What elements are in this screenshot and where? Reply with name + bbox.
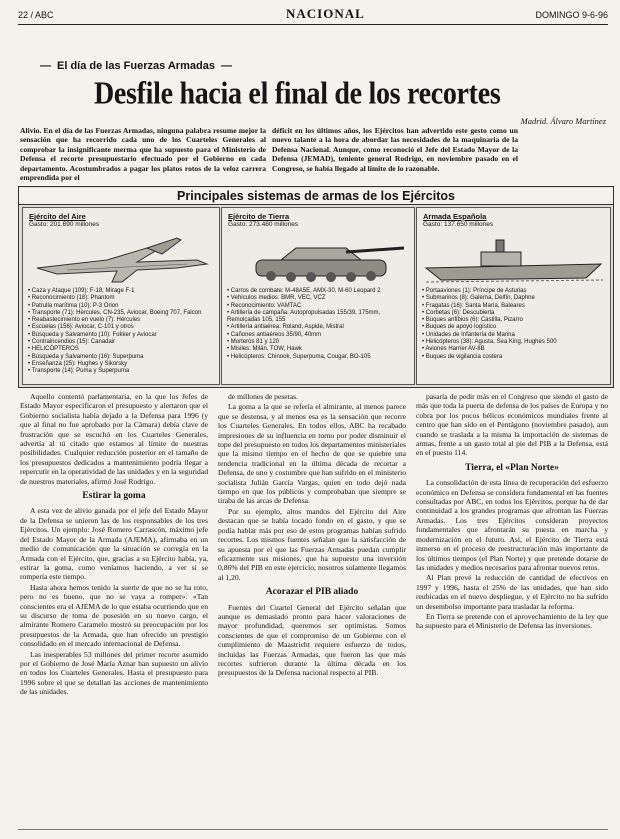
list-item: • Helicópteros (38): Agusta, Sea King, Hughes 500 [422, 339, 607, 346]
paragraph: Por su ejemplo, altos mandos del Ejército del Aire destacan que se había tocado fondo en el gasto, y que se podía hablar más por eso de estos programas habían sufrido recortes. Los mismos fuentes señalan que la satisfacción de su apuesta por el que las Fuerzas Armadas puedan cumplir eficazmente sus misiones, que ha supuesto una inversión 0,86% del PIB en este ejercicio, nosotros solamente llegamos al 1,20. [218, 506, 406, 582]
page-header [18, 8, 608, 22]
list-item: • Transporte (71): Hércules, CN-235, Aviocar, Boeing 707, Falcon [28, 310, 216, 317]
byline: Madrid. Álvaro Martínez [520, 116, 606, 126]
fighter-jet-illustration [27, 230, 215, 288]
panel-title: Ejército del Aire [29, 212, 86, 221]
tank-illustration [226, 230, 410, 288]
list-item: • Contraincendios (15): Canadair [28, 339, 216, 346]
list-item: • Misiles: Milán, TOW, Hawk [227, 346, 411, 353]
panel-title: Ejército de Tierra [228, 212, 290, 221]
paragraph: de millones de pesetas. [228, 392, 299, 401]
list-item: • Escuelas (156): Aviocar, C-101 y otros [28, 324, 216, 331]
lede-paragraph: déficit en los últimos años, los Ejércitos han advertido este gesto como un nuevo talante a la hora de abordar las necesidades de la maquinaria de la Defensa Nacional. Aunque, como reconoció el Jefe del Estado Mayor de la Defensa (JEMAD), teniente general Rodrigo, en noviembre pasado en el Congreso, se había llegado al límite de lo razonable. [272, 126, 518, 173]
list-item: • Transporte (14): Puma y Superpuma [28, 368, 216, 375]
paragraph: Las inesperables 53 millones del primer recorte asumido por el Gobierno de José María Aznar han supuesto un alivio en todos los Cuarteles Generales. Hasta el presupuesto para 1996 sobre el que se detallan las acciones de mantenimiento de las unidades. [20, 649, 208, 697]
panel-spending: Gasto: 137.650 millones [423, 221, 494, 228]
list-item: • Aviones Harrier AV-8B [422, 346, 607, 353]
panel-list [227, 288, 411, 361]
list-item: • Reconocimiento (18): Phantom [28, 295, 216, 302]
paragraph: Fuentes del Cuartel General del Ejército señalan que aunque es demasiado pronto para hacer valoraciones de mayor profundidad, queremos ser optimistas. Somos conscientes de que el compromiso de un Gobierno con el cumplimiento de Maastricht requiere esfuerzo de todos, incluidas las Fuerzas Armadas, que fueron las que más recortes sufrieron durante la última década en los presupuestos de la Defensa nacional respecto al PIB. [218, 602, 406, 678]
infographic-title: Principales sistemas de armas de los Ejércitos [19, 188, 613, 205]
list-item: • Vehículos medios: BMR, VEC, VCZ [227, 295, 411, 302]
list-item: • Submarinos (8): Galerna, Delfín, Daphne [422, 295, 607, 302]
lede-paragraph: Alivio. En el día de las Fuerzas Armadas, ninguna palabra resume mejor la sensación que ha recorrido cada uno de los Cuarteles Generales al comprobar la insignificante merma que ha supuesto para el Ministerio de Defensa el recorte presupuestario efectuado por el Gobierno en cada departamento. Acostumbrados a pagar los platos rotos de la veloz carrera emprendida por el [20, 126, 266, 183]
body-column-2 [218, 392, 406, 679]
weapons-infographic [18, 186, 614, 388]
panel-spending: Gasto: 273.480 millones [228, 221, 299, 228]
section-title: NACIONAL [286, 6, 365, 21]
list-item: • Fragatas (16): Santa María, Baleares [422, 303, 607, 310]
list-item: • Búsqueda y Salvamento (10): Fokker y Aviocar [28, 332, 216, 339]
list-item: • Helicópteros: Chinook, Superpuma, Cougar, BO-105 [227, 354, 411, 361]
list-item: • Artillería antiaérea: Roland, Aspide, Mistral [227, 324, 411, 331]
subheading: Estirar la goma [82, 491, 146, 502]
list-item: • Enseñanza (25): Hughes y Sikorsky [28, 361, 216, 368]
list-item: • Unidades de Infantería de Marina [422, 332, 607, 339]
lede-column-1 [20, 126, 266, 182]
paragraph: En Tierra se pretende con el aprovechamiento de la ley que ha supuesto para el Ministerio de Defensa las inversiones. [416, 611, 608, 631]
panel-navy [416, 207, 611, 385]
paragraph: Al Plan prevé la reducción de cantidad de efectivos en 1997 y 1996, hasta el 25% de las unidades, que han sido reubicadas en el nuevo despliegue, y el Ejército no ha sufrido un desembolso importante para trasladar la reforma. [416, 573, 608, 611]
header-rule [18, 24, 608, 25]
paragraph: pasaría de pedir más en el Congreso que siendo el gasto de más que toda la puerta de defensa de los países de Europa y no cobra por los pocos bélicos económicos mundiales frente al centro que han sido en el Pentágono (noviembre pasado), aun cuando se traslada a la misma la importación de sistemas de armas, frente a un gasto total al pie del PIB a la Defensa, está en el puesto 114. [416, 392, 608, 458]
subheading: Tierra, el «Plan Norte» [465, 462, 559, 473]
list-item: • Reconocimiento: VAMTAC [227, 303, 411, 310]
ship-illustration [421, 230, 606, 288]
kicker: — El día de las Fuerzas Armadas — [40, 60, 232, 72]
list-item: • Búsqueda y Salvamento (16): Superpuma [28, 354, 216, 361]
issue-date: DOMINGO 9-6-96 [535, 10, 608, 20]
subheading: Acorazar el PIB aliado [265, 587, 359, 598]
lede-column-2 [272, 126, 518, 173]
panel-air-force [22, 207, 220, 385]
page-number: 22 / ABC [18, 10, 54, 20]
panel-list [28, 288, 216, 376]
footer-rule [18, 829, 608, 836]
list-item: • HELICÓPTEROS [28, 346, 216, 353]
list-item: • Reabastecimiento en vuelo (7): Hércules [28, 317, 216, 324]
panel-list [422, 288, 607, 361]
paragraph: Aquello contentó parlamentaria, en la que los Jefes de Estado Mayor especificaron el presupuesto y alertaron que el Gobierno socialista había dejado a la Defensa para 1996 (y que al final no fue aprobado por la Cámara) debía clave de frustración que se escuchó en los Cuarteles Generales, advertía al tú citado que estamos al límite de nuestras posibilidades. Cualquier reducción posterior en el tamaño de los presupuestos dedicados a mantenimiento podría llegar a repercutir en la operatividad de las unidades y en la seguridad de nuestros materiales, afirmó José Rodrigo. [20, 392, 208, 486]
list-item: • Cañones antiaéreos 35/90, 40mm [227, 332, 411, 339]
list-item: • Buques de apoyo logístico [422, 324, 607, 331]
list-item: • Artillería de campaña: Autopropulsadas 155/39, 175mm, Remolcadas 105, 155 [227, 310, 411, 325]
panel-army [221, 207, 415, 385]
paragraph: A esta vez de alivio ganada por el jefe del Estado Mayor de la Defensa se unieron las de los responsables de los tres Ejércitos. Un ejemplo: José Romero Carrascón, máximo jefe del Estado Mayor de la Armada (AJEMA), afirmaba en un medio de comunicación que la situación se corregía en la Armada con el Ejército, que, gracias a su Ejército había, ya, estirar la goma, como veníamos haciendo, a ver si se rompería este tiempo. [20, 506, 208, 582]
list-item: • Carros de combate: M-48A5E, AMX-30, M-60 Leopard 2 [227, 288, 411, 295]
paragraph: La consolidación de esta línea de recuperación del esfuerzo económico en Defensa se considera fundamental en las fuentes consultadas por ABC, en todos los Ejércitos, porque ha de dar continuidad a los grandes programas que afrontan las Fuerzas Armadas. Los tres Ejércitos consideran proyectos fundamentales que afrontarán su puesta en marcha y modernización en el futuro. Así, el Ejército de Tierra está inmerso en el proceso de reestructuración más importante de los últimos tiempos (el Plan Norte) y que pretende dotarse de las unidades y medios necesarios para afrontar nuevos retos. [416, 478, 608, 572]
list-item: • Patrulla marítima (10): P-3 Orion [28, 303, 216, 310]
headline: Desfile hacia el final de los recortes [94, 76, 501, 112]
list-item: • Buques anfibios (6): Castilla, Pizarro [422, 317, 607, 324]
list-item: • Buques de vigilancia costera [422, 354, 607, 361]
body-column-3 [416, 392, 608, 632]
list-item: • Morteros 81 y 120 [227, 339, 411, 346]
paragraph: Hasta ahora hemos tenido la suerte de que no se ha roto, pero no es bueno, que no se vaya a romper». «Tan conscientes era el AJEMA de lo que estaba ocurriendo que en su discurso de toma de posesión en su nuevo cargo, el almirante Romero Caramelo mostró su preocupación por los presupuestos de la Armada, que han ofrecido un prestigio consolidado en el mercado internacional de Defensa. [20, 582, 208, 649]
panel-spending: Gasto: 201.690 millones [29, 221, 100, 228]
list-item: • Corbetas (6): Descubierta [422, 310, 607, 317]
list-item: • Portaaviones (1): Príncipe de Asturias [422, 288, 607, 295]
list-item: • Caza y Ataque (109): F-18, Mirage F-1 [28, 288, 216, 295]
panel-title: Armada Española [423, 212, 487, 221]
paragraph: La goma a la que se refería el almirante, al menos parece que se destensa, y al menos esa es la sensación que recorre los Cuarteles Generales. En todos ellos, ABC ha recabado impresiones de su influencia en torno por poder disminuir el tope del presupuesto en todos los departamentos ministeriales que la mismo tiempo en el hecho de que se quiebre una tendencia tradicional en la última década de recortar a Defensa, de uno y costumbre que han sufrido en el ministerio socialista Julián García Vargas, quien en todo dejó nada tiempo en que los públicos y comprobaban que siempre se tiraba de las arcas de Defensa. [218, 402, 406, 506]
body-column-1 [20, 392, 208, 698]
